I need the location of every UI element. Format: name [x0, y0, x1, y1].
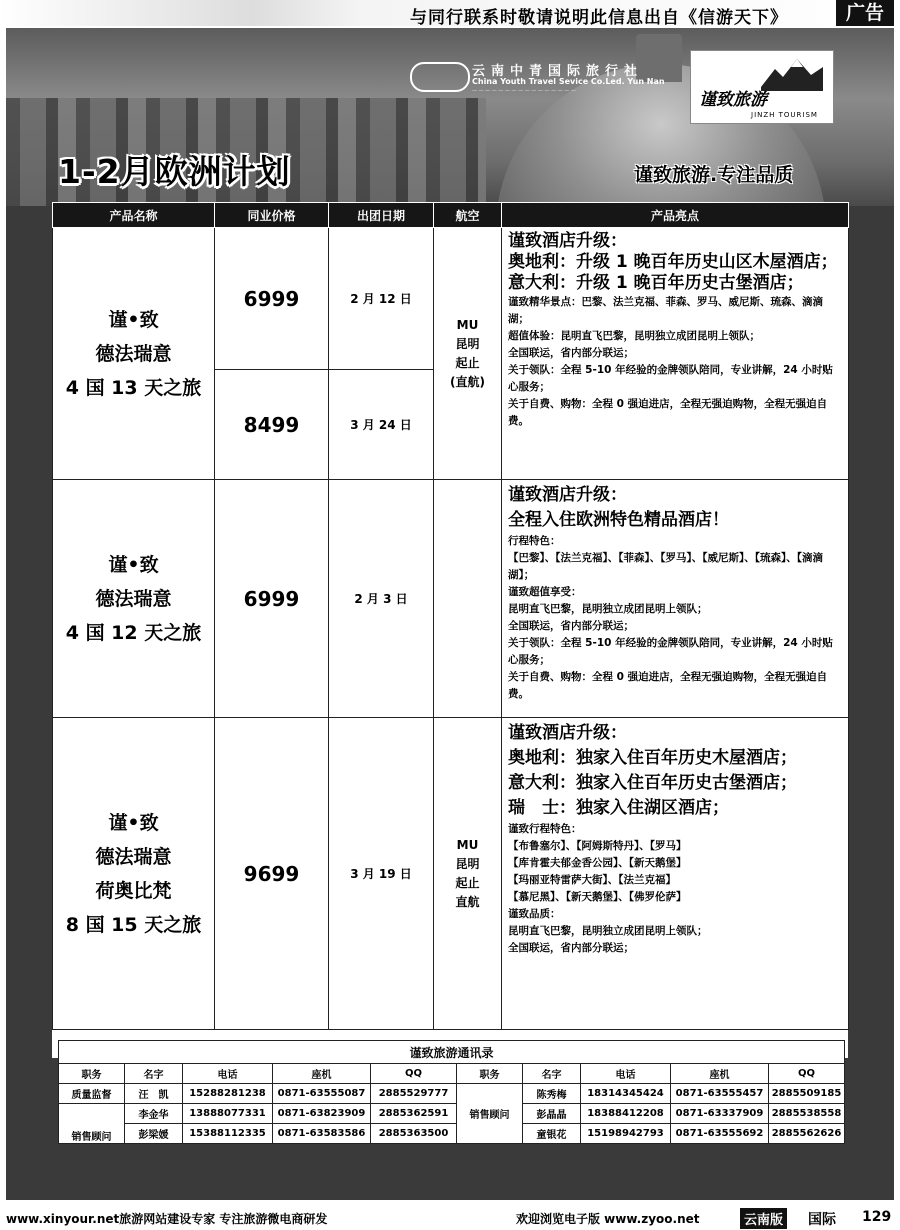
highlight-small: 【巴黎】、【法兰克福】、【菲森】、【罗马】、【威尼斯】、【琉森】、【滴滴湖】；	[508, 552, 823, 581]
contact-phone: 13888077331	[183, 1104, 273, 1124]
contact-header: QQ	[371, 1064, 457, 1084]
price-cell: 6999	[215, 480, 329, 718]
highlight-big: 奥地利：升级 1 晚百年历史山区木屋酒店；	[508, 252, 838, 272]
mountain-icon	[761, 57, 823, 91]
highlight-small: 【库肯霍夫郁金香公园】、【新天鹅堡】	[508, 857, 687, 869]
highlight-big: 意大利：升级 1 晚百年历史古堡酒店；	[508, 273, 804, 293]
table-row	[53, 718, 849, 1030]
contact-phone: 18388412208	[581, 1104, 671, 1124]
highlight-big: 奥地利：独家入住百年历史木屋酒店；	[508, 748, 797, 768]
airline-line: 起止	[455, 875, 480, 890]
agency-fine-print: — — — — — — — — — — — — — — — —	[472, 88, 576, 94]
contact-phone: 18314345424	[581, 1084, 671, 1104]
product-name-cell	[53, 718, 215, 1030]
product-name-line: 德法瑞意	[95, 342, 172, 365]
highlight-small: 全国联运，省内部分联运；	[508, 942, 634, 954]
contact-landline: 0871-63555457	[671, 1084, 769, 1104]
highlight-small: 谨致超值享受：	[508, 586, 582, 598]
page-footer	[0, 1204, 900, 1230]
contact-qq: 2885529777	[371, 1084, 457, 1104]
footer-ebook-link[interactable]: 欢迎浏览电子版 www.zyoo.net	[516, 1212, 700, 1226]
contact-qq: 2885509185	[769, 1084, 845, 1104]
contact-row	[59, 1084, 845, 1104]
contact-qq: 2885538558	[769, 1104, 845, 1124]
contact-row	[59, 1104, 845, 1124]
contact-phone: 15388112335	[183, 1124, 273, 1144]
product-name-line: 德法瑞意	[95, 845, 172, 868]
product-name-line: 德法瑞意	[95, 587, 172, 610]
contact-title: 谨致旅游通讯录	[59, 1041, 845, 1064]
cyts-logo-icon	[410, 62, 470, 92]
airline-line: 起止	[455, 355, 480, 370]
product-name-line: 谨•致	[108, 811, 159, 834]
highlight-big: 谨致酒店升级：	[508, 231, 627, 251]
product-name-line: 荷奥比梵	[95, 879, 172, 902]
price-cell: 6999	[215, 228, 329, 370]
highlight-small: 关于自费、购物：全程 0 强迫进店，全程无强迫购物，全程无强迫自费。	[508, 398, 828, 427]
highlight-small: 【慕尼黑】、【新天鹅堡】、【佛罗伦萨】	[508, 891, 687, 903]
highlight-small: 【布鲁塞尔】、【阿姆斯特丹】、【罗马】	[508, 840, 687, 852]
brand-slogan: 谨致旅游.专注品质	[634, 164, 794, 186]
contact-header: 座机	[273, 1064, 371, 1084]
product-name-line: 8 国 15 天之旅	[65, 913, 202, 936]
highlight-small: 关于自费、购物：全程 0 强迫进店，全程无强迫购物，全程无强迫自费。	[508, 671, 828, 700]
highlight-big: 瑞 士：独家入住湖区酒店；	[508, 798, 729, 818]
highlights-cell	[502, 228, 849, 480]
date-cell: 3 月 19 日	[329, 718, 434, 1030]
contact-name: 彭梁媛	[125, 1124, 183, 1144]
product-name-line: 4 国 13 天之旅	[65, 376, 202, 399]
top-strip	[0, 0, 900, 26]
product-table-wrap	[52, 202, 848, 1058]
product-table	[52, 202, 849, 1030]
contact-qq: 2885362591	[371, 1104, 457, 1124]
contact-phone: 15198942793	[581, 1124, 671, 1144]
contact-name: 童银花	[523, 1124, 581, 1144]
airline-cell	[434, 228, 502, 480]
contact-name: 李金华	[125, 1104, 183, 1124]
page-frame	[6, 28, 894, 1200]
highlight-big: 谨致酒店升级：	[508, 485, 627, 505]
highlight-small: 谨致行程特色：	[508, 823, 582, 835]
table-row	[53, 480, 849, 718]
col-header-highlights: 产品亮点	[502, 203, 849, 228]
highlight-small: 关于领队：全程 5-10 年经验的金牌领队陪同，专业讲解，24 小时贴心服务；	[508, 637, 833, 666]
contact-row	[59, 1124, 845, 1144]
highlight-small: 关于领队：全程 5-10 年经验的金牌领队陪同，专业讲解，24 小时贴心服务；	[508, 364, 833, 393]
highlight-big: 意大利：独家入住百年历史古堡酒店；	[508, 773, 797, 793]
price-cell: 9699	[215, 718, 329, 1030]
highlights-cell	[502, 718, 849, 1030]
highlight-small: 全国联运，省内部分联运；	[508, 620, 634, 632]
contact-landline: 0871-63823909	[273, 1104, 371, 1124]
contact-landline: 0871-63337909	[671, 1104, 769, 1124]
col-header-date: 出团日期	[329, 203, 434, 228]
edition-badge: 云南版	[740, 1208, 787, 1229]
contact-header: QQ	[769, 1064, 845, 1084]
highlights-cell	[502, 480, 849, 718]
product-name-cell	[53, 480, 215, 718]
col-header-name: 产品名称	[53, 203, 215, 228]
airline-line: MU	[456, 317, 479, 332]
brand-logo-text: 谨致旅游	[699, 90, 767, 110]
contact-header-row	[59, 1064, 845, 1084]
source-notice: 与同行联系时敬请说明此信息出自《信游天下》	[410, 8, 788, 28]
contact-role: 销售顾问	[59, 1104, 125, 1144]
contact-header: 名字	[523, 1064, 581, 1084]
contact-role: 质量监督	[59, 1084, 125, 1104]
contact-directory	[58, 1040, 844, 1144]
section-label: 国际	[808, 1212, 836, 1228]
highlight-small: 谨致精华景点：巴黎、法兰克福、菲森、罗马、威尼斯、琉森、滴滴湖；	[508, 296, 823, 325]
jinzhi-brand-logo	[690, 50, 834, 124]
date-cell: 2 月 3 日	[329, 480, 434, 718]
product-name-line: 4 国 12 天之旅	[65, 621, 202, 644]
highlight-small: 行程特色：	[508, 535, 561, 547]
contact-landline: 0871-63583586	[273, 1124, 371, 1144]
contact-name: 汪 凯	[125, 1084, 183, 1104]
price-cell: 8499	[215, 370, 329, 480]
contact-landline: 0871-63555692	[671, 1124, 769, 1144]
page-number: 129	[862, 1209, 892, 1225]
contact-caption-row	[59, 1041, 845, 1064]
page-title: 1-2月欧洲计划	[58, 152, 291, 191]
highlight-small: 【玛丽亚特雷萨大街】、【法兰克福】	[508, 874, 676, 886]
contact-qq: 2885562626	[769, 1124, 845, 1144]
highlight-big: 全程入住欧洲特色精品酒店！	[508, 510, 729, 530]
contact-role: 销售顾问	[457, 1084, 523, 1144]
ad-badge: 广告	[836, 0, 894, 26]
airline-line: (直航)	[450, 374, 485, 389]
airline-cell	[434, 718, 502, 1030]
contact-header: 电话	[183, 1064, 273, 1084]
highlight-small: 超值体验：昆明直飞巴黎，昆明独立成团昆明上领队；	[508, 330, 760, 342]
airline-line: 昆明	[455, 856, 480, 871]
date-cell: 3 月 24 日	[329, 370, 434, 480]
highlight-small: 谨致品质：	[508, 908, 561, 920]
col-header-price: 同业价格	[215, 203, 329, 228]
agency-name-cn: 云南中青国际旅行社	[472, 64, 644, 79]
contact-landline: 0871-63555087	[273, 1084, 371, 1104]
contact-header: 职务	[457, 1064, 523, 1084]
agency-name-en: China Youth Travel Sevice Co.Led. Yun Nan	[472, 77, 665, 86]
contact-header: 座机	[671, 1064, 769, 1084]
contact-header: 名字	[125, 1064, 183, 1084]
product-name-cell	[53, 228, 215, 480]
contact-name: 陈秀梅	[523, 1084, 581, 1104]
contact-qq: 2885363500	[371, 1124, 457, 1144]
date-cell: 2 月 12 日	[329, 228, 434, 370]
contact-header: 电话	[581, 1064, 671, 1084]
footer-website-link[interactable]: www.xinyour.net旅游网站建设专家 专注旅游微电商研发	[6, 1212, 328, 1226]
table-row	[53, 228, 849, 370]
airline-line: 昆明	[455, 336, 480, 351]
highlight-small: 昆明直飞巴黎，昆明独立成团昆明上领队；	[508, 925, 708, 937]
product-name-line: 谨•致	[108, 553, 159, 576]
highlight-small: 昆明直飞巴黎，昆明独立成团昆明上领队；	[508, 603, 708, 615]
product-table-header	[53, 203, 849, 228]
brand-logo-sub: JINZH TOURISM	[751, 111, 818, 119]
airline-line: 直航	[455, 894, 480, 909]
highlight-small: 全国联运，省内部分联运；	[508, 347, 634, 359]
airline-cell	[434, 480, 502, 718]
contact-header: 职务	[59, 1064, 125, 1084]
product-name-line: 谨•致	[108, 308, 159, 331]
col-header-air: 航空	[434, 203, 502, 228]
contact-table	[58, 1040, 845, 1144]
highlight-big: 谨致酒店升级：	[508, 723, 627, 743]
airline-line: MU	[456, 837, 479, 852]
contact-name: 彭晶晶	[523, 1104, 581, 1124]
contact-phone: 15288281238	[183, 1084, 273, 1104]
